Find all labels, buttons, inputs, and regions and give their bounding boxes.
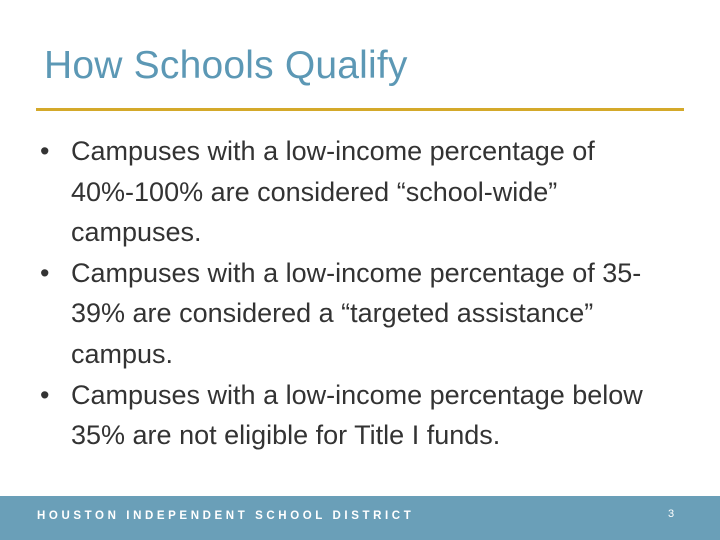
footer-bar (0, 496, 720, 540)
bullet-marker: • (40, 136, 50, 166)
bullet-item (40, 375, 690, 456)
slide-title: How Schools Qualify (44, 44, 408, 87)
bullet-item (40, 131, 690, 253)
bullet-marker: • (40, 257, 50, 288)
bullet-item (40, 253, 690, 375)
organization-name: HOUSTON INDEPENDENT SCHOOL DISTRICT (37, 510, 415, 522)
title-divider (36, 108, 684, 111)
bullet-marker: • (40, 379, 50, 410)
page-number: 3 (668, 508, 675, 520)
bullet-text: Campuses with a low-income percentage of 35-39% are considered a “targeted assistance” campus. (71, 257, 642, 369)
bullet-text: Campuses with a low-income percentage of 40%-100% are considered “school-wide” campuses. (71, 136, 595, 248)
bullet-text: Campuses with a low-income percentage below 35% are not eligible for Title I funds. (71, 379, 643, 451)
bullet-list (40, 131, 690, 456)
